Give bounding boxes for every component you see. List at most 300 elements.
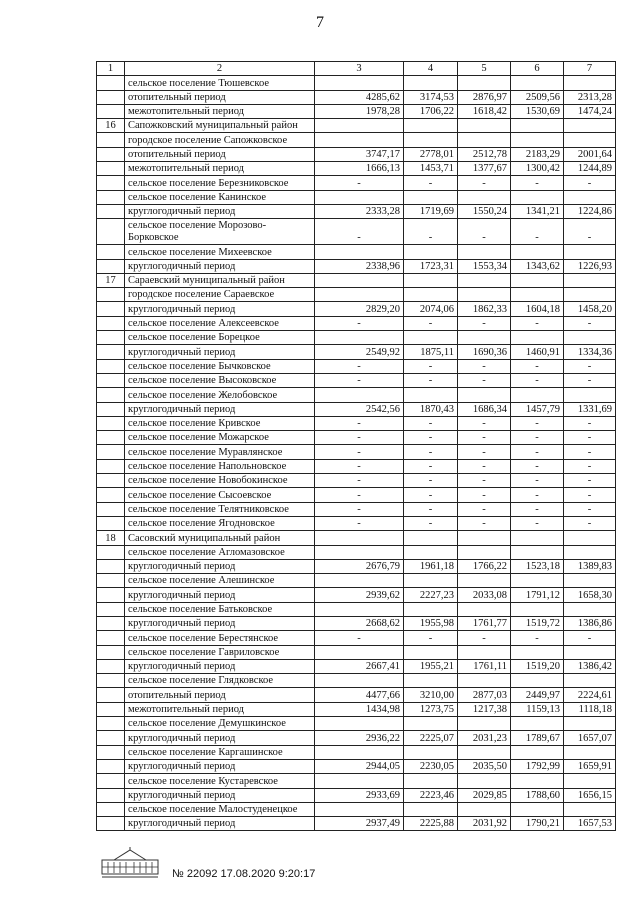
value-cell xyxy=(404,745,458,759)
value-cell: 1226,93 xyxy=(564,259,616,273)
table-row xyxy=(97,745,616,759)
value-cell: - xyxy=(511,176,564,190)
value-cell: 1686,34 xyxy=(458,402,511,416)
table-row xyxy=(97,204,616,218)
table-row xyxy=(97,273,616,287)
value-cell: 2512,78 xyxy=(458,147,511,161)
value-cell: 2877,03 xyxy=(458,688,511,702)
value-cell: - xyxy=(458,359,511,373)
value-cell: 2225,07 xyxy=(404,731,458,745)
value-cell: 2001,64 xyxy=(564,147,616,161)
name-cell: сельское поселение Бычковское xyxy=(125,359,315,373)
value-cell: - xyxy=(511,359,564,373)
value-cell xyxy=(511,774,564,788)
name-cell: сельское поселение Телятниковское xyxy=(125,502,315,516)
row-number-cell xyxy=(97,516,125,530)
name-cell: межотопительный период xyxy=(125,104,315,118)
value-cell xyxy=(458,288,511,302)
row-number-cell xyxy=(97,788,125,802)
value-cell xyxy=(458,645,511,659)
name-cell: круглогодичный период xyxy=(125,616,315,630)
value-cell: - xyxy=(404,373,458,387)
name-cell: сельское поселение Канинское xyxy=(125,190,315,204)
value-cell xyxy=(315,802,404,816)
row-number-cell: 18 xyxy=(97,531,125,545)
table-row xyxy=(97,759,616,773)
value-cell: 1273,75 xyxy=(404,702,458,716)
name-cell: отопительный период xyxy=(125,688,315,702)
value-cell xyxy=(511,602,564,616)
value-cell: 1457,79 xyxy=(511,402,564,416)
value-cell: - xyxy=(564,373,616,387)
value-cell: 1550,24 xyxy=(458,204,511,218)
value-cell xyxy=(564,717,616,731)
table-row xyxy=(97,431,616,445)
value-cell: - xyxy=(404,431,458,445)
value-cell xyxy=(404,76,458,90)
value-cell: 1453,71 xyxy=(404,162,458,176)
value-cell xyxy=(511,190,564,204)
value-cell xyxy=(511,288,564,302)
table-header-row xyxy=(97,62,616,76)
row-number-cell xyxy=(97,416,125,430)
value-cell: - xyxy=(511,474,564,488)
row-number-cell xyxy=(97,717,125,731)
row-number-cell xyxy=(97,90,125,104)
row-number-cell xyxy=(97,373,125,387)
value-cell: 1386,42 xyxy=(564,659,616,673)
value-cell xyxy=(511,245,564,259)
value-cell: - xyxy=(404,459,458,473)
value-cell: 1656,15 xyxy=(564,788,616,802)
name-cell: сельское поселение Алексеевское xyxy=(125,316,315,330)
table-row xyxy=(97,545,616,559)
name-cell: сельское поселение Борецкое xyxy=(125,331,315,345)
table-row xyxy=(97,90,616,104)
value-cell: 1474,24 xyxy=(564,104,616,118)
value-cell: - xyxy=(458,459,511,473)
row-number-cell xyxy=(97,331,125,345)
table-row xyxy=(97,104,616,118)
value-cell xyxy=(404,717,458,731)
value-cell xyxy=(315,774,404,788)
row-number-cell xyxy=(97,431,125,445)
table-row xyxy=(97,316,616,330)
value-cell: 2029,85 xyxy=(458,788,511,802)
row-number-cell xyxy=(97,588,125,602)
value-cell: - xyxy=(315,316,404,330)
name-cell: сельское поселение Малостуденецкое xyxy=(125,802,315,816)
name-cell: сельское поселение Гавриловское xyxy=(125,645,315,659)
value-cell xyxy=(564,331,616,345)
value-cell: 2668,62 xyxy=(315,616,404,630)
value-cell: 1961,18 xyxy=(404,559,458,573)
table-row xyxy=(97,133,616,147)
value-cell: 1519,20 xyxy=(511,659,564,673)
value-cell: 1523,18 xyxy=(511,559,564,573)
value-cell: 1159,13 xyxy=(511,702,564,716)
value-cell: - xyxy=(315,502,404,516)
value-cell: 1955,98 xyxy=(404,616,458,630)
value-cell xyxy=(315,288,404,302)
name-cell: сельское поселение Батьковское xyxy=(125,602,315,616)
name-cell: сельское поселение Тюшевское xyxy=(125,76,315,90)
row-number-cell xyxy=(97,259,125,273)
value-cell xyxy=(511,645,564,659)
value-cell: 1217,38 xyxy=(458,702,511,716)
value-cell xyxy=(404,574,458,588)
name-cell: круглогодичный период xyxy=(125,302,315,316)
value-cell: 3747,17 xyxy=(315,147,404,161)
value-cell: 2313,28 xyxy=(564,90,616,104)
row-number-cell xyxy=(97,162,125,176)
table-row xyxy=(97,702,616,716)
value-cell: - xyxy=(564,516,616,530)
value-cell: - xyxy=(564,316,616,330)
value-cell: 2225,88 xyxy=(404,817,458,831)
value-cell: - xyxy=(458,516,511,530)
row-number-cell xyxy=(97,731,125,745)
value-cell xyxy=(511,76,564,90)
name-cell: круглогодичный период xyxy=(125,817,315,831)
value-cell xyxy=(458,774,511,788)
row-number-cell xyxy=(97,602,125,616)
value-cell: 2778,01 xyxy=(404,147,458,161)
row-number-cell xyxy=(97,288,125,302)
value-cell xyxy=(315,602,404,616)
value-cell: - xyxy=(564,502,616,516)
table-row xyxy=(97,331,616,345)
value-cell: - xyxy=(315,359,404,373)
value-cell xyxy=(511,802,564,816)
name-cell: круглогодичный период xyxy=(125,731,315,745)
name-cell: сельское поселение Кустаревское xyxy=(125,774,315,788)
value-cell xyxy=(511,133,564,147)
row-number-cell xyxy=(97,502,125,516)
value-cell: 2876,97 xyxy=(458,90,511,104)
table-row xyxy=(97,817,616,831)
value-cell: 3210,00 xyxy=(404,688,458,702)
value-cell: 1788,60 xyxy=(511,788,564,802)
value-cell xyxy=(458,745,511,759)
column-header: 5 xyxy=(458,62,511,76)
value-cell: - xyxy=(458,176,511,190)
table-row xyxy=(97,531,616,545)
value-cell: - xyxy=(564,359,616,373)
value-cell xyxy=(404,645,458,659)
row-number-cell xyxy=(97,302,125,316)
value-cell: 1334,36 xyxy=(564,345,616,359)
row-number-cell xyxy=(97,702,125,716)
value-cell xyxy=(315,273,404,287)
table-row xyxy=(97,559,616,573)
value-cell: 2939,62 xyxy=(315,588,404,602)
value-cell xyxy=(511,531,564,545)
value-cell: 1519,72 xyxy=(511,616,564,630)
value-cell xyxy=(458,331,511,345)
value-cell: 1766,22 xyxy=(458,559,511,573)
value-cell xyxy=(564,602,616,616)
row-number-cell xyxy=(97,631,125,645)
value-cell: - xyxy=(315,373,404,387)
row-number-cell xyxy=(97,674,125,688)
value-cell: 1719,69 xyxy=(404,204,458,218)
value-cell xyxy=(458,119,511,133)
value-cell: - xyxy=(564,459,616,473)
value-cell: 1300,42 xyxy=(511,162,564,176)
value-cell: 2224,61 xyxy=(564,688,616,702)
value-cell: - xyxy=(458,219,511,245)
table-row xyxy=(97,76,616,90)
value-cell xyxy=(564,745,616,759)
table-row xyxy=(97,373,616,387)
value-cell xyxy=(458,717,511,731)
table-row xyxy=(97,302,616,316)
value-cell: 1244,89 xyxy=(564,162,616,176)
value-cell xyxy=(458,190,511,204)
row-number-cell xyxy=(97,745,125,759)
value-cell: - xyxy=(511,445,564,459)
value-cell xyxy=(315,574,404,588)
value-cell xyxy=(404,602,458,616)
value-cell: 1792,99 xyxy=(511,759,564,773)
value-cell: - xyxy=(458,631,511,645)
value-cell: - xyxy=(564,431,616,445)
row-number-cell: 16 xyxy=(97,119,125,133)
value-cell: - xyxy=(511,373,564,387)
row-number-cell xyxy=(97,219,125,245)
value-cell: - xyxy=(315,474,404,488)
name-cell: сельское поселение Сысоевское xyxy=(125,488,315,502)
name-cell: сельское поселение Берестянское xyxy=(125,631,315,645)
row-number-cell xyxy=(97,759,125,773)
table-row xyxy=(97,259,616,273)
table-row xyxy=(97,416,616,430)
row-number-cell xyxy=(97,176,125,190)
row-number-cell xyxy=(97,688,125,702)
row-number-cell xyxy=(97,445,125,459)
name-cell: круглогодичный период xyxy=(125,204,315,218)
table-row xyxy=(97,176,616,190)
value-cell: 2035,50 xyxy=(458,759,511,773)
value-cell: 2223,46 xyxy=(404,788,458,802)
value-cell xyxy=(511,545,564,559)
value-cell: - xyxy=(511,416,564,430)
value-cell: 2667,41 xyxy=(315,659,404,673)
value-cell: 1690,36 xyxy=(458,345,511,359)
value-cell: - xyxy=(458,445,511,459)
value-cell: 2549,92 xyxy=(315,345,404,359)
value-cell xyxy=(315,545,404,559)
value-cell xyxy=(404,545,458,559)
value-cell xyxy=(315,674,404,688)
name-cell: отопительный период xyxy=(125,90,315,104)
row-number-cell xyxy=(97,802,125,816)
value-cell: 2333,28 xyxy=(315,204,404,218)
table-row xyxy=(97,190,616,204)
row-number-cell xyxy=(97,76,125,90)
value-cell xyxy=(564,190,616,204)
table-row xyxy=(97,659,616,673)
table-row xyxy=(97,674,616,688)
value-cell xyxy=(458,531,511,545)
value-cell: - xyxy=(458,373,511,387)
value-cell: - xyxy=(511,488,564,502)
value-cell xyxy=(315,76,404,90)
table-row xyxy=(97,731,616,745)
value-cell: - xyxy=(564,176,616,190)
value-cell: 1530,69 xyxy=(511,104,564,118)
value-cell: - xyxy=(404,474,458,488)
table-row xyxy=(97,119,616,133)
value-cell: - xyxy=(511,631,564,645)
value-cell xyxy=(315,531,404,545)
value-cell: 1604,18 xyxy=(511,302,564,316)
value-cell: - xyxy=(511,502,564,516)
table-row xyxy=(97,459,616,473)
value-cell: 1389,83 xyxy=(564,559,616,573)
value-cell: 1790,21 xyxy=(511,817,564,831)
value-cell xyxy=(564,245,616,259)
value-cell: 2183,29 xyxy=(511,147,564,161)
row-number-cell xyxy=(97,190,125,204)
value-cell: 1875,11 xyxy=(404,345,458,359)
value-cell: - xyxy=(564,445,616,459)
row-number-cell xyxy=(97,133,125,147)
table-row xyxy=(97,488,616,502)
row-number-cell xyxy=(97,559,125,573)
value-cell xyxy=(315,388,404,402)
value-cell xyxy=(564,674,616,688)
name-cell: межотопительный период xyxy=(125,702,315,716)
table-row xyxy=(97,688,616,702)
value-cell xyxy=(511,388,564,402)
value-cell: 1789,67 xyxy=(511,731,564,745)
row-number-cell xyxy=(97,774,125,788)
value-cell: 2542,56 xyxy=(315,402,404,416)
name-cell: сельское поселение Демушкинское xyxy=(125,717,315,731)
value-cell xyxy=(404,531,458,545)
name-cell: круглогодичный период xyxy=(125,402,315,416)
tariff-table xyxy=(96,61,616,831)
row-number-cell xyxy=(97,388,125,402)
table-row xyxy=(97,147,616,161)
value-cell xyxy=(511,574,564,588)
value-cell: 1761,77 xyxy=(458,616,511,630)
name-cell: межотопительный период xyxy=(125,162,315,176)
value-cell xyxy=(315,331,404,345)
name-cell: круглогодичный период xyxy=(125,588,315,602)
row-number-cell xyxy=(97,104,125,118)
value-cell: - xyxy=(564,219,616,245)
table-row xyxy=(97,288,616,302)
name-cell: сельское поселение Напольновское xyxy=(125,459,315,473)
value-cell: 1706,22 xyxy=(404,104,458,118)
value-cell: 4285,62 xyxy=(315,90,404,104)
value-cell: 1761,11 xyxy=(458,659,511,673)
value-cell xyxy=(564,545,616,559)
value-cell: 1118,18 xyxy=(564,702,616,716)
row-number-cell xyxy=(97,488,125,502)
value-cell: - xyxy=(404,359,458,373)
value-cell: - xyxy=(511,219,564,245)
row-number-cell xyxy=(97,574,125,588)
name-cell: Сараевский муниципальный район xyxy=(125,273,315,287)
value-cell: 2676,79 xyxy=(315,559,404,573)
name-cell: Сапожковский муниципальный район xyxy=(125,119,315,133)
column-header: 2 xyxy=(125,62,315,76)
name-cell: сельское поселение Кривское xyxy=(125,416,315,430)
value-cell: - xyxy=(315,219,404,245)
value-cell xyxy=(315,645,404,659)
value-cell: - xyxy=(315,176,404,190)
value-cell: 1434,98 xyxy=(315,702,404,716)
value-cell xyxy=(458,574,511,588)
value-cell: - xyxy=(315,445,404,459)
registry-seal-icon xyxy=(100,846,160,880)
table-row xyxy=(97,774,616,788)
name-cell: сельское поселение Высоковское xyxy=(125,373,315,387)
value-cell: - xyxy=(404,316,458,330)
row-number-cell xyxy=(97,204,125,218)
value-cell xyxy=(315,245,404,259)
value-cell: 2829,20 xyxy=(315,302,404,316)
value-cell xyxy=(458,245,511,259)
value-cell xyxy=(564,388,616,402)
value-cell: 1553,34 xyxy=(458,259,511,273)
value-cell: - xyxy=(511,516,564,530)
value-cell xyxy=(564,774,616,788)
table-row xyxy=(97,502,616,516)
value-cell: 1458,20 xyxy=(564,302,616,316)
value-cell xyxy=(511,717,564,731)
value-cell xyxy=(511,674,564,688)
row-number-cell xyxy=(97,402,125,416)
value-cell: - xyxy=(404,176,458,190)
value-cell: - xyxy=(511,316,564,330)
value-cell: - xyxy=(404,502,458,516)
name-cell: отопительный период xyxy=(125,147,315,161)
name-cell: круглогодичный период xyxy=(125,345,315,359)
value-cell: - xyxy=(404,631,458,645)
value-cell: 1377,67 xyxy=(458,162,511,176)
value-cell: 1341,21 xyxy=(511,204,564,218)
row-number-cell xyxy=(97,616,125,630)
value-cell: - xyxy=(404,488,458,502)
value-cell xyxy=(315,119,404,133)
table-row xyxy=(97,445,616,459)
name-cell: круглогодичный период xyxy=(125,788,315,802)
table-row xyxy=(97,631,616,645)
value-cell: 2230,05 xyxy=(404,759,458,773)
table-row xyxy=(97,402,616,416)
value-cell xyxy=(458,674,511,688)
column-header: 4 xyxy=(404,62,458,76)
value-cell xyxy=(404,133,458,147)
value-cell xyxy=(404,119,458,133)
value-cell xyxy=(458,802,511,816)
table-row xyxy=(97,474,616,488)
value-cell: 1658,30 xyxy=(564,588,616,602)
table-row xyxy=(97,588,616,602)
table-row xyxy=(97,359,616,373)
column-header: 3 xyxy=(315,62,404,76)
value-cell: - xyxy=(404,416,458,430)
value-cell: - xyxy=(458,316,511,330)
name-cell: сельское поселение Каргашинское xyxy=(125,745,315,759)
name-cell: круглогодичный период xyxy=(125,759,315,773)
value-cell: - xyxy=(404,445,458,459)
